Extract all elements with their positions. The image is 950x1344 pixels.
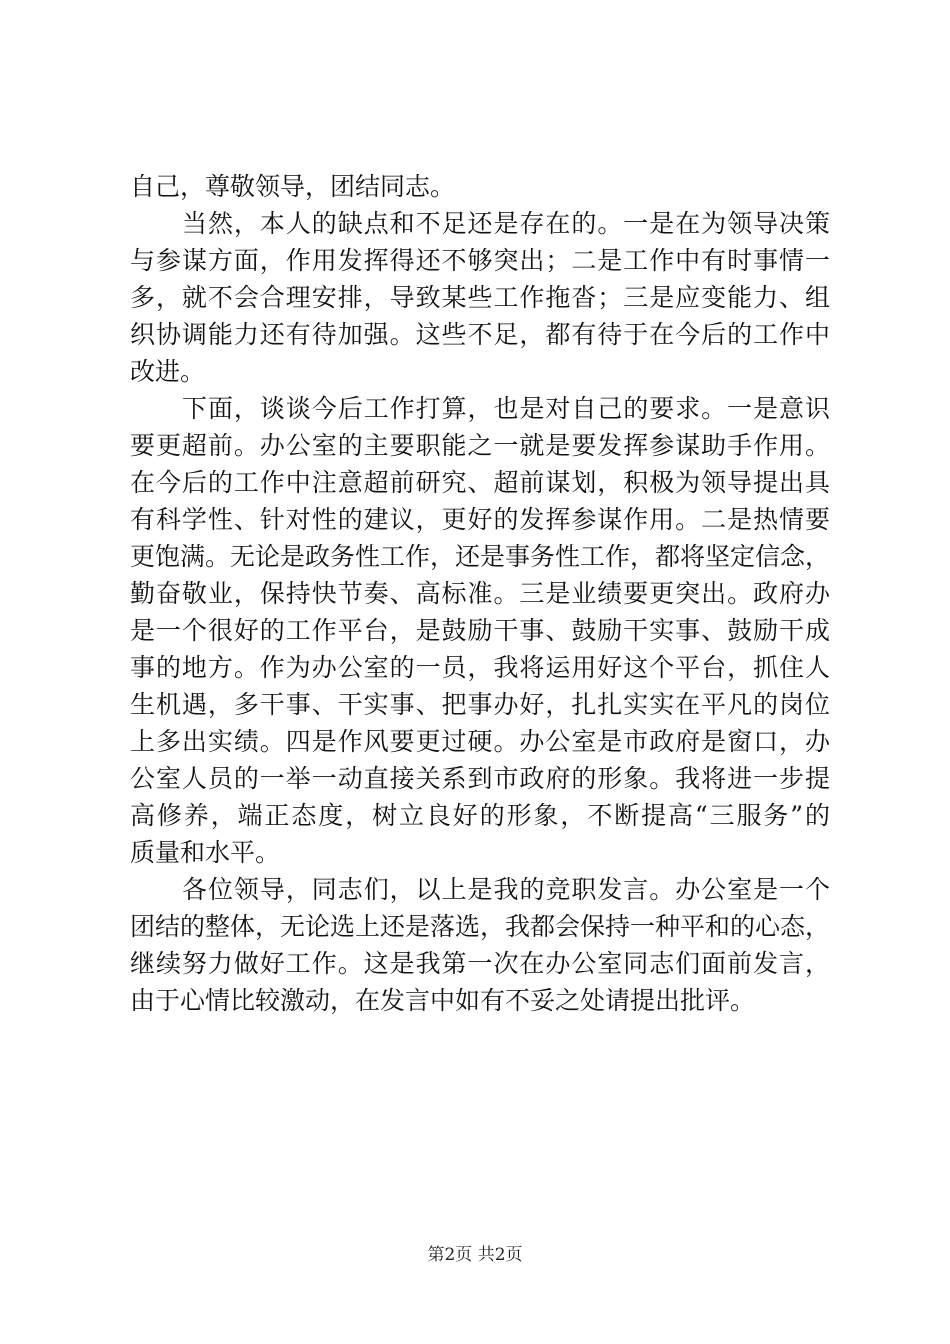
body-text: [130, 168, 830, 1019]
text-line: 要更超前。办公室的主要职能之一就是要发挥参谋助手作用。: [130, 431, 830, 460]
text-line: 高修养，端正态度，树立良好的形象，不断提高“三服务”的: [130, 801, 830, 830]
text-line: 当然，本人的缺点和不足还是存在的。一是在为领导决策: [182, 209, 830, 238]
text-line: 上多出实绩。四是作风要更过硬。办公室是市政府是窗口，办: [130, 727, 830, 756]
page-footer: 第2页 共2页: [427, 1245, 523, 1265]
text-line: 改进。: [130, 357, 206, 386]
text-line: 下面，谈谈今后工作打算，也是对自己的要求。一是意识: [182, 394, 830, 423]
text-line: 公室人员的一举一动直接关系到市政府的形象。我将进一步提: [130, 764, 830, 793]
text-line: 与参谋方面，作用发挥得还不够突出；二是工作中有时事情一: [130, 246, 830, 275]
text-line: 是一个很好的工作平台，是鼓励干事、鼓励干实事、鼓励干成: [130, 616, 830, 645]
text-line: 由于心情比较激动，在发言中如有不妥之处请提出批评。: [130, 986, 756, 1015]
text-line: 团结的整体，无论选上还是落选，我都会保持一种平和的心态，: [130, 912, 831, 941]
text-line: 勤奋敬业，保持快节奏、高标准。三是业绩要更突出。政府办: [130, 579, 830, 608]
text-line: 事的地方。作为办公室的一员，我将运用好这个平台，抓住人: [130, 653, 830, 682]
text-line: 织协调能力还有待加强。这些不足，都有待于在今后的工作中: [130, 320, 830, 349]
text-line: 各位领导，同志们，以上是我的竞职发言。办公室是一个: [182, 875, 830, 904]
text-line: 在今后的工作中注意超前研究、超前谋划，积极为领导提出具: [130, 468, 830, 497]
text-line: 自己，尊敬领导，团结同志。: [130, 172, 456, 201]
text-line: 更饱满。无论是政务性工作，还是事务性工作，都将坚定信念，: [130, 542, 831, 571]
text-line: 多，就不会合理安排，导致某些工作拖沓；三是应变能力、组: [130, 283, 830, 312]
text-line: 有科学性、针对性的建议，更好的发挥参谋作用。二是热情要: [130, 505, 830, 534]
text-line: 生机遇，多干事、干实事、把事办好，扎扎实实在平凡的岗位: [130, 690, 830, 719]
text-line: 继续努力做好工作。这是我第一次在办公室同志们面前发言，: [130, 949, 830, 978]
text-line: 质量和水平。: [130, 838, 281, 867]
